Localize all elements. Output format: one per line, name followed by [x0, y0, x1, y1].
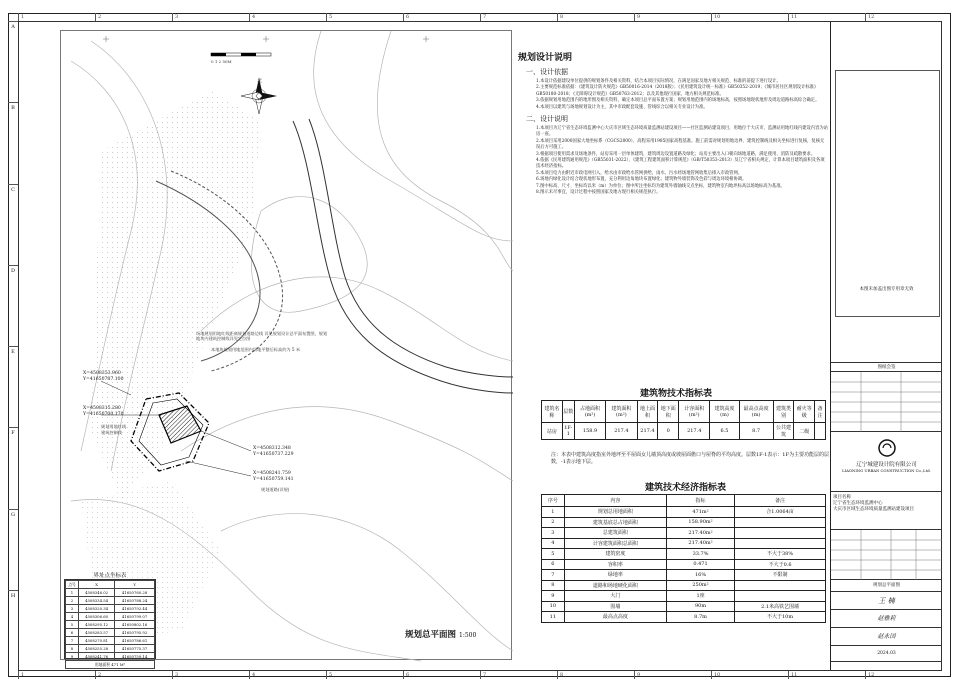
ruler-mark: 2: [95, 13, 172, 21]
table-cell: 4508334.54: [78, 597, 114, 605]
design-notes: [518, 50, 828, 197]
table-row: [542, 580, 826, 591]
table-cell: 217.4: [637, 423, 658, 440]
boundary-table-footer: 用地面积 471 M²: [66, 661, 155, 669]
table-row: [542, 591, 826, 602]
company-logo-icon: [877, 438, 897, 458]
table-header: 建筑类别: [773, 401, 794, 423]
ruler-mark: 12: [865, 13, 942, 21]
paragraph: 4.本项目以建筑与场地规划设计为主，其中市政配套设施、管线综合以相关专业设计为准。: [536, 104, 708, 110]
table-cell: 0: [658, 423, 679, 440]
coord-label: Y=41650737.229: [253, 452, 294, 457]
ruler-mark: 5: [326, 13, 403, 21]
table-cell: 不大于38%: [735, 549, 826, 560]
ruler-mark: 6: [403, 13, 480, 21]
table-cell: 9: [66, 653, 79, 661]
ruler-mark: 10: [711, 671, 788, 679]
table-cell: [735, 591, 826, 602]
table-cell: 4508295.12: [78, 621, 114, 629]
ruler-mark: 1: [18, 671, 95, 679]
map-label: 建筑控制线: [101, 430, 122, 435]
paragraph: 1.本设计依据建设单位提供的规划条件及相关资料，结合本项目实际情况，在满足国家及地方相关规范、标准的前提下进行设计。: [536, 79, 781, 84]
table-cell: 2: [66, 597, 79, 605]
map-label: 规划用地红线: [101, 424, 127, 429]
table-cell: 90m: [666, 601, 734, 612]
title-block: [830, 22, 941, 670]
table-cell: [735, 538, 826, 549]
table-row: [542, 601, 826, 612]
coord-label: Y=41650700.170: [83, 412, 124, 417]
table-cell: 3: [66, 605, 79, 613]
table-cell: 围墙: [564, 601, 666, 612]
drawing-info: [831, 530, 942, 580]
table-row: [66, 613, 155, 621]
table-header: 地下面积: [658, 401, 679, 423]
ruler-mark: G: [8, 509, 18, 590]
ruler-mark: 4: [249, 13, 326, 21]
table-cell: 公共建筑: [773, 423, 794, 440]
coord-label: X=4508315.280: [83, 406, 121, 411]
table-row: [542, 507, 826, 518]
table-cell: 1: [542, 507, 565, 518]
table-row: [542, 559, 826, 570]
tech-table-note: 注：本表中建筑高度指室外地坪至平屋面女儿墙顶高度或坡屋面檐口与屋脊的平均高度。层数1F-1表示：1F为主要功能层的层数，-1表示地下层。: [551, 452, 829, 465]
section-heading: 二、设计说明: [526, 115, 568, 124]
table-cell: 41650786.61: [115, 637, 155, 645]
table-header: 序号: [542, 495, 565, 507]
table-header: 占地面积(m²): [574, 401, 605, 423]
tech-table-title: 建筑物技术指标表: [640, 389, 713, 399]
table-cell: 总建筑面积: [564, 528, 666, 539]
ruler-mark: 10: [711, 13, 788, 21]
table-cell: 4: [66, 613, 79, 621]
table-header: 备注: [815, 401, 826, 423]
table-cell: 4508320.34: [78, 605, 114, 613]
table-cell: 41650788.24: [115, 597, 155, 605]
table-header: 点号: [66, 581, 79, 589]
scale-bar: [211, 53, 271, 56]
ruler-mark: F: [8, 427, 18, 508]
coord-label: X=4508353.960: [83, 371, 121, 376]
table-cell: 计容建筑面积总面积: [564, 538, 666, 549]
paragraph: 3.依据规划用地范围内的地形图及相关资料，确定本项目总平面布置方案；规划用地范围内的场地标高，按照场地现状地形及周边道路标高综合确定。: [536, 98, 820, 104]
table-cell: 41650799.07: [115, 613, 155, 621]
ruler-mark: 1: [18, 13, 95, 21]
ruler-mark: E: [8, 346, 18, 427]
boundary-table-title: 界址点坐标表: [93, 573, 127, 579]
table-row: [542, 570, 826, 581]
paragraph: 1.本项目为辽宁省生态环境监测中心大庆市区域生态环境质量监测站建设项目——社区监测站建设项目，用地位于大庆市，监测站用地红线内建设内容为站房一座。: [536, 126, 828, 138]
ruler-mark: 3: [172, 13, 249, 21]
stamp-title: 本图未加盖出图专用章无效: [859, 287, 914, 292]
table-cell: 最高点高度: [564, 612, 666, 623]
building-tech-table: [541, 400, 826, 440]
company-name-en: LIAONING URBAN CONSTRUCTION Co.,Ltd.: [842, 468, 931, 473]
table-cell: 4: [542, 538, 565, 549]
table-cell: 合1.0064亩: [735, 507, 826, 518]
doc-title: 规划设计说明: [518, 53, 573, 63]
ruler-mark: 12: [865, 671, 942, 679]
ruler-mark: 9: [634, 13, 711, 21]
table-cell: 8: [66, 645, 79, 653]
stamp-area: [835, 70, 940, 317]
table-header: 最高点高度(m): [739, 401, 773, 423]
table-cell: 1: [66, 589, 79, 597]
company-block: [831, 432, 942, 492]
table-cell: 250m²: [666, 580, 734, 591]
table-cell: 158.90m²: [666, 517, 734, 528]
paragraph: 8.图示未尽事宜，设计过程中按照国家及地方现行相关规范执行。: [536, 190, 661, 196]
table-cell: 41650792.44: [115, 605, 155, 613]
table-cell: [735, 528, 826, 539]
ruler-mark: H: [8, 590, 18, 671]
table-cell: 41650775.37: [115, 645, 155, 653]
site-plan-drawing: [61, 31, 513, 661]
map-note: 场地规划用地红线距离规划道路边线 详见规划设计总平面布置图，规划地块内建筑控制线详见定位图: [196, 331, 328, 341]
ruler-mark: 7: [480, 13, 557, 21]
table-cell: 2: [542, 517, 565, 528]
table-cell: [735, 517, 826, 528]
table-cell: 6.5: [710, 423, 739, 440]
table-header: 建筑名称: [542, 401, 563, 423]
table-cell: 33.7%: [666, 549, 734, 560]
table-cell: 4508255.28: [78, 645, 114, 653]
ruler-mark: 11: [788, 671, 865, 679]
table-cell: 41650795.92: [115, 629, 155, 637]
project-name: 辽宁省生态环境监测中心: [833, 501, 883, 506]
table-cell: 4508270.81: [78, 637, 114, 645]
paragraph: 7.图中标高、尺寸、坐标均以米（m）为单位；图中所注坐标均为建筑外墙轴线交点坐标，建筑物室内地坪标高以场地标高为基准。: [536, 183, 785, 189]
table-header: 内容: [564, 495, 666, 507]
signature-grid-lines: [831, 372, 942, 432]
table-row: [542, 528, 826, 539]
table-row: [66, 637, 155, 645]
ruler-mark: 9: [634, 671, 711, 679]
left-ruler: [8, 21, 18, 671]
ruler-mark: 6: [403, 671, 480, 679]
ruler-mark: 11: [788, 13, 865, 21]
approver-signature: 赵永国: [831, 628, 942, 646]
table-cell: 217.40m²: [666, 538, 734, 549]
table-cell: 41650760.28: [115, 589, 155, 597]
table-cell: 158.9: [574, 423, 605, 440]
ruler-mark: B: [8, 102, 18, 183]
table-cell: [735, 580, 826, 591]
ruler-mark: 4: [249, 671, 326, 679]
table-cell: 建筑基底总占地面积: [564, 517, 666, 528]
coord-label: X=4508241.759: [253, 471, 291, 476]
coord-label: Y=41650759.141: [253, 477, 294, 482]
checker-signature: 赵雅莉: [831, 610, 942, 628]
table-cell: 二级: [794, 423, 815, 440]
table-cell: 41650802.16: [115, 621, 155, 629]
table-cell: 217.40m²: [666, 528, 734, 539]
table-cell: 8.7m: [666, 612, 734, 623]
paragraph: 5.本项目电力由附近市政电网引入，给水由市政给水管网供给，雨水、污水经场地管网收集后排入市政管网。: [536, 170, 743, 176]
paragraph: 2.主要规范标准依据：《建筑设计防火规范》GB50016-2014（2018版）；《民用建筑设计统一标准》GB50352-2019；《城市居住区规划设计标准》GB50180-2018；《无障碍设计规范》GB50763-2012；以及其他现行国家、地方相关规范标准。: [536, 85, 819, 97]
table-cell: 5: [66, 621, 79, 629]
table-cell: 绿地率: [564, 570, 666, 581]
econ-table-title: 建筑技术经济指标表: [645, 483, 727, 493]
north-label: 北: [257, 78, 263, 84]
table-header: 指标: [666, 495, 734, 507]
table-cell: 道路和场地硬化面积: [564, 580, 666, 591]
table-cell: 规划总用地面积: [564, 507, 666, 518]
table-header: 层数: [562, 401, 574, 423]
table-cell: 4508241.76: [78, 653, 114, 661]
ruler-mark: 7: [480, 671, 557, 679]
coord-label: X=4508312.348: [253, 446, 291, 451]
signature-grid: [831, 372, 942, 432]
table-header: 计容面积(m²): [679, 401, 710, 423]
table-row: [66, 645, 155, 653]
designer-signature: 王 楠: [831, 592, 942, 610]
table-cell: 4508306.60: [78, 613, 114, 621]
table-cell: 6: [66, 629, 79, 637]
table-cell: 8: [542, 580, 565, 591]
econ-indicator-table: [541, 494, 826, 623]
design-review-label: 图纸会签: [831, 362, 942, 372]
table-cell: 不限制: [735, 570, 826, 581]
table-cell: 4508283.57: [78, 629, 114, 637]
table-cell: 41650759.14: [115, 653, 155, 661]
table-cell: 建筑密度: [564, 549, 666, 560]
table-cell: 6: [542, 559, 565, 570]
table-row: [66, 605, 155, 613]
paragraph: 3.根据项目使用需求及场地条件，站房采用一层单体建筑，建筑周边设置道路及绿化；站房主要出入口朝向场地道路，满足使用、消防及疏散要求。: [536, 151, 816, 157]
paragraph: 2.本项目采用2000国家大地坐标系（CGCS2000），高程采用1985国家高程基准。施工前需对规划用地边界、建筑控制线及相关坐标进行复核，复核无误后方可施工。: [536, 138, 825, 151]
table-row: [542, 517, 826, 528]
project-block: [831, 492, 942, 530]
paragraph: 4.依据《民用建筑通用规范》（GB55031-2022）、《建筑工程建筑面积计算规范》（GB/T50353-2013）及辽宁省相关规定，计算本项目建筑面积及各项技术经济指标。: [536, 158, 825, 170]
map-title: 规划总平面图: [405, 630, 457, 640]
table-row: [66, 621, 155, 629]
ruler-mark: C: [8, 184, 18, 265]
table-header: 耐火等级: [794, 401, 815, 423]
table-row: [66, 597, 155, 605]
table-header: 建筑高度(m): [710, 401, 739, 423]
ruler-mark: A: [8, 21, 18, 102]
table-cell: 16%: [666, 570, 734, 581]
table-cell: 471m²: [666, 507, 734, 518]
table-cell: 不大于10m: [735, 612, 826, 623]
site-plan-map: [60, 30, 512, 667]
coord-label: Y=41650787.100: [83, 377, 124, 382]
paragraph: 6.场地内绿化设计结合现状地形布置，充分利用边角地块布置绿化；建筑物外墙装饰及色彩与周边环境相协调。: [536, 177, 747, 183]
top-ruler: [18, 13, 942, 21]
drawing-name: 规划总平面图: [831, 580, 942, 592]
table-cell: 2.1米高铁艺围墙: [735, 601, 826, 612]
bottom-ruler: [18, 671, 942, 679]
ruler-mark: 8: [557, 13, 634, 21]
table-cell: 容积率: [564, 559, 666, 570]
table-cell: 1F-1: [562, 423, 574, 440]
subproject-name: 大庆市区域生态环境质量监测站建设项目: [833, 507, 914, 512]
ruler-mark: 3: [172, 671, 249, 679]
table-cell: 217.4: [679, 423, 710, 440]
section-heading: 一、设计依据: [526, 68, 568, 76]
table-header: X: [78, 581, 114, 589]
table-cell: 11: [542, 612, 565, 623]
table-header: 地上面积: [637, 401, 658, 423]
table-cell: 7: [66, 637, 79, 645]
table-row: [66, 629, 155, 637]
table-header: 建筑面积(m²): [606, 401, 637, 423]
map-note: 本地块规划用地范围内场地平整后标高约为 5 米: [211, 347, 301, 352]
table-cell: [815, 423, 826, 440]
table-cell: 1座: [666, 591, 734, 602]
ruler-mark: 5: [326, 671, 403, 679]
ruler-mark: D: [8, 265, 18, 346]
drawing-date: 2024.03: [831, 646, 942, 662]
table-cell: 4508346.02: [78, 589, 114, 597]
scale-bar-label: 0 1 2 50M: [211, 59, 232, 64]
table-row: [66, 653, 155, 661]
table-cell: 3: [542, 528, 565, 539]
map-scale: 1:500: [459, 632, 477, 639]
table-row: [66, 589, 155, 597]
table-cell: 5: [542, 549, 565, 560]
map-title-block: [405, 628, 476, 640]
table-row: [542, 538, 826, 549]
table-cell: 大门: [564, 591, 666, 602]
boundary-point-table: [64, 573, 156, 667]
table-header: 备注: [735, 495, 826, 507]
table-row: [542, 549, 826, 560]
ruler-mark: 8: [557, 671, 634, 679]
table-row: [542, 612, 826, 623]
drawing-info-grid: [831, 530, 942, 580]
map-label: 规划道路(详规): [261, 487, 290, 492]
table-cell: 不大于0.6: [735, 559, 826, 570]
ruler-mark: 2: [95, 671, 172, 679]
table-header: Y: [115, 581, 155, 589]
company-name: 辽宁城建设计院有限公司: [856, 462, 917, 468]
table-cell: 9: [542, 591, 565, 602]
table-cell: 8.7: [739, 423, 773, 440]
table-cell: 217.4: [606, 423, 637, 440]
project-label: 项目名称: [833, 495, 851, 500]
table-cell: 站房: [542, 423, 563, 440]
table-cell: 7: [542, 570, 565, 581]
table-cell: 10: [542, 601, 565, 612]
table-cell: 0.471: [666, 559, 734, 570]
